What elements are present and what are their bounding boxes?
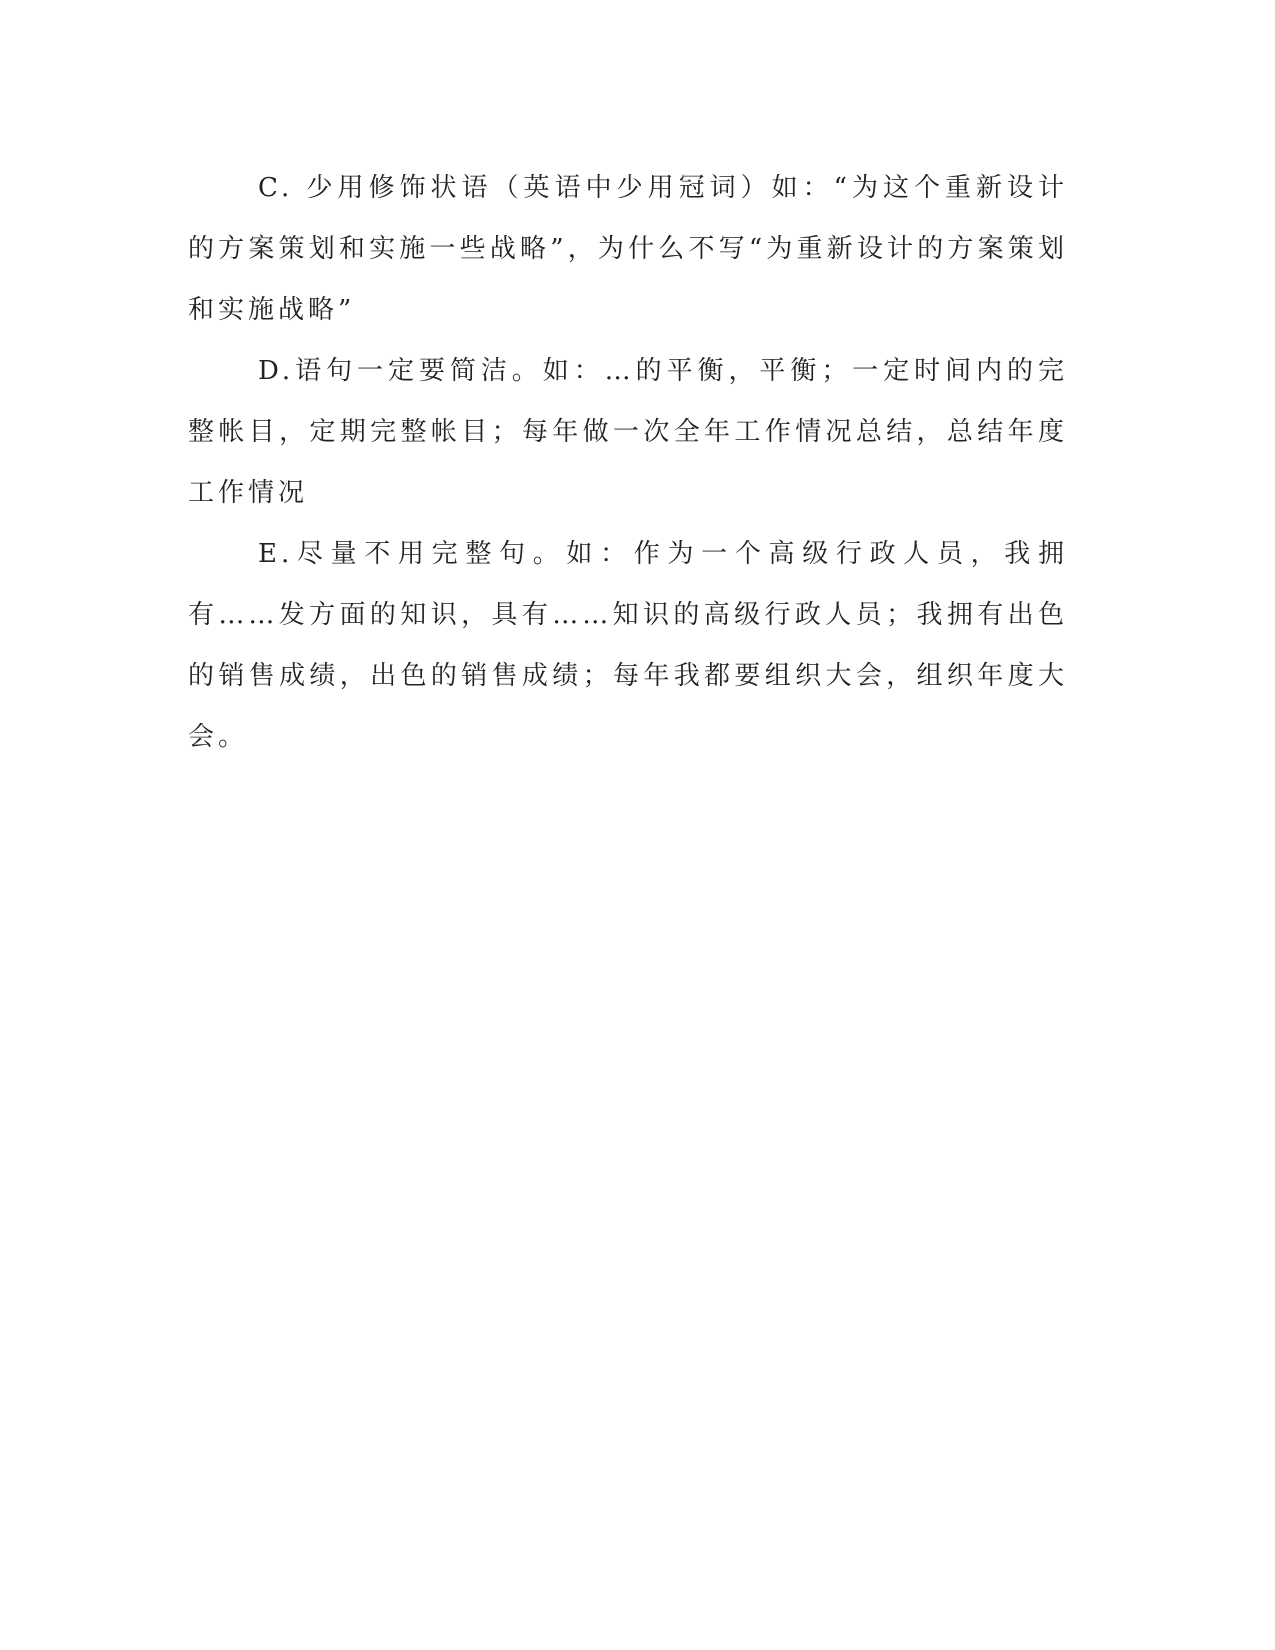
paragraph-c: C. 少用修饰状语（英语中少用冠词）如：“为这个重新设计的方案策划和实施一些战略”，为什么不写“为重新设计的方案策划和实施战略” xyxy=(188,173,1068,325)
paragraph-e: E.尽量不用完整句。如：作为一个高级行政人员，我拥有……发方面的知识，具有……知识的高级行政人员；我拥有出色的销售成绩，出色的销售成绩；每年我都要组织大会，组织年度大会。 xyxy=(188,539,1068,752)
document-body xyxy=(188,158,1068,768)
paragraph-d: D.语句一定要简洁。如：…的平衡，平衡；一定时间内的完整帐目，定期完整帐目；每年做一次全年工作情况总结，总结年度工作情况 xyxy=(188,356,1068,508)
